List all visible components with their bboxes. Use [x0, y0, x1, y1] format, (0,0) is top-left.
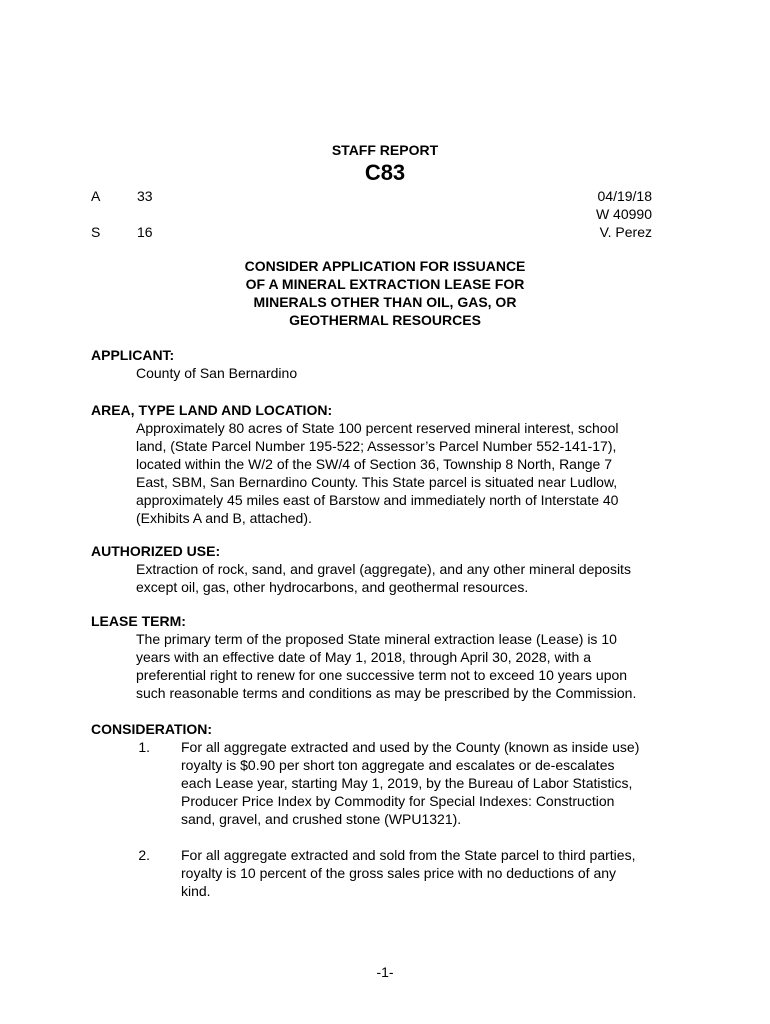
applicant-line: County of San Bernardino — [136, 365, 298, 381]
authorized-use-line: except oil, gas, other hydrocarbons, and geothermal resources. — [136, 579, 529, 595]
consideration-item-number: 2. — [138, 847, 150, 863]
lease-term-body — [136, 630, 696, 702]
lease-term-line: The primary term of the proposed State mineral extraction lease (Lease) is 10 — [136, 631, 617, 647]
consideration-item-text — [181, 738, 701, 828]
area-line: approximately 45 miles east of Barstow and immediately north of Interstate 40 — [136, 492, 619, 508]
consideration-item-number: 1. — [138, 739, 150, 755]
consideration-item-line: Producer Price Index by Commodity for Special Indexes: Construction — [181, 793, 615, 809]
lease-term-line: preferential right to renew for one successive term not to exceed 10 years upon — [136, 667, 628, 683]
report-label: STAFF REPORT — [331, 142, 439, 158]
consideration-heading: CONSIDERATION: — [91, 721, 213, 737]
consideration-item-line: sand, gravel, and crushed stone (WPU1321). — [181, 811, 462, 827]
authorized-use-heading: AUTHORIZED USE: — [91, 543, 221, 559]
consideration-item-line: royalty is $0.90 per short ton aggregate and escalates or de-escalates — [181, 757, 615, 773]
area-line: (Exhibits A and B, attached). — [136, 510, 312, 526]
consideration-item-text — [181, 846, 701, 900]
staff-name: V. Perez — [599, 224, 652, 240]
senate-district-value: 16 — [137, 224, 153, 240]
subject-line: OF A MINERAL EXTRACTION LEASE FOR — [245, 276, 525, 292]
page-number: -1- — [376, 964, 394, 980]
lease-term-line: years with an effective date of May 1, 2018, through April 30, 2028, with a — [136, 649, 592, 665]
lease-term-heading: LEASE TERM: — [91, 613, 186, 629]
applicant-body — [136, 364, 696, 382]
area-line: Approximately 80 acres of State 100 percent reserved mineral interest, school — [136, 420, 619, 436]
subject-line: MINERALS OTHER THAN OIL, GAS, OR — [253, 294, 517, 310]
area-line: land, (State Parcel Number 195-522; Assessor’s Parcel Number 552-141-17), — [136, 438, 617, 454]
consideration-item-line: each Lease year, starting May 1, 2019, by the Bureau of Labor Statistics, — [181, 775, 633, 791]
report-subject — [0, 257, 770, 329]
assembly-district-label: A — [91, 188, 101, 204]
lease-term-line: such reasonable terms and conditions as may be prescribed by the Commission. — [136, 685, 637, 701]
file-number: W 40990 — [595, 206, 652, 222]
area-line: located within the W/2 of the SW/4 of Section 36, Township 8 North, Range 7 — [136, 456, 613, 472]
consideration-item-line: For all aggregate extracted and sold from the State parcel to third parties, — [181, 847, 636, 863]
subject-line: CONSIDER APPLICATION FOR ISSUANCE — [244, 258, 526, 274]
authorized-use-line: Extraction of rock, sand, and gravel (aggregate), and any other mineral deposits — [136, 561, 631, 577]
meeting-date: 04/19/18 — [597, 188, 652, 204]
item-number: C83 — [364, 160, 406, 185]
assembly-district-value: 33 — [137, 188, 153, 204]
area-heading: AREA, TYPE LAND AND LOCATION: — [91, 402, 333, 418]
applicant-heading: APPLICANT: — [91, 347, 175, 363]
senate-district-label: S — [91, 224, 101, 240]
consideration-item-line: royalty is 10 percent of the gross sales price with no deductions of any — [181, 865, 617, 881]
area-body — [136, 419, 696, 527]
subject-line: GEOTHERMAL RESOURCES — [289, 312, 481, 328]
consideration-item-line: kind. — [181, 883, 211, 899]
authorized-use-body — [136, 560, 696, 596]
area-line: East, SBM, San Bernardino County. This State parcel is situated near Ludlow, — [136, 474, 618, 490]
consideration-item-line: For all aggregate extracted and used by the County (known as inside use) — [181, 739, 640, 755]
